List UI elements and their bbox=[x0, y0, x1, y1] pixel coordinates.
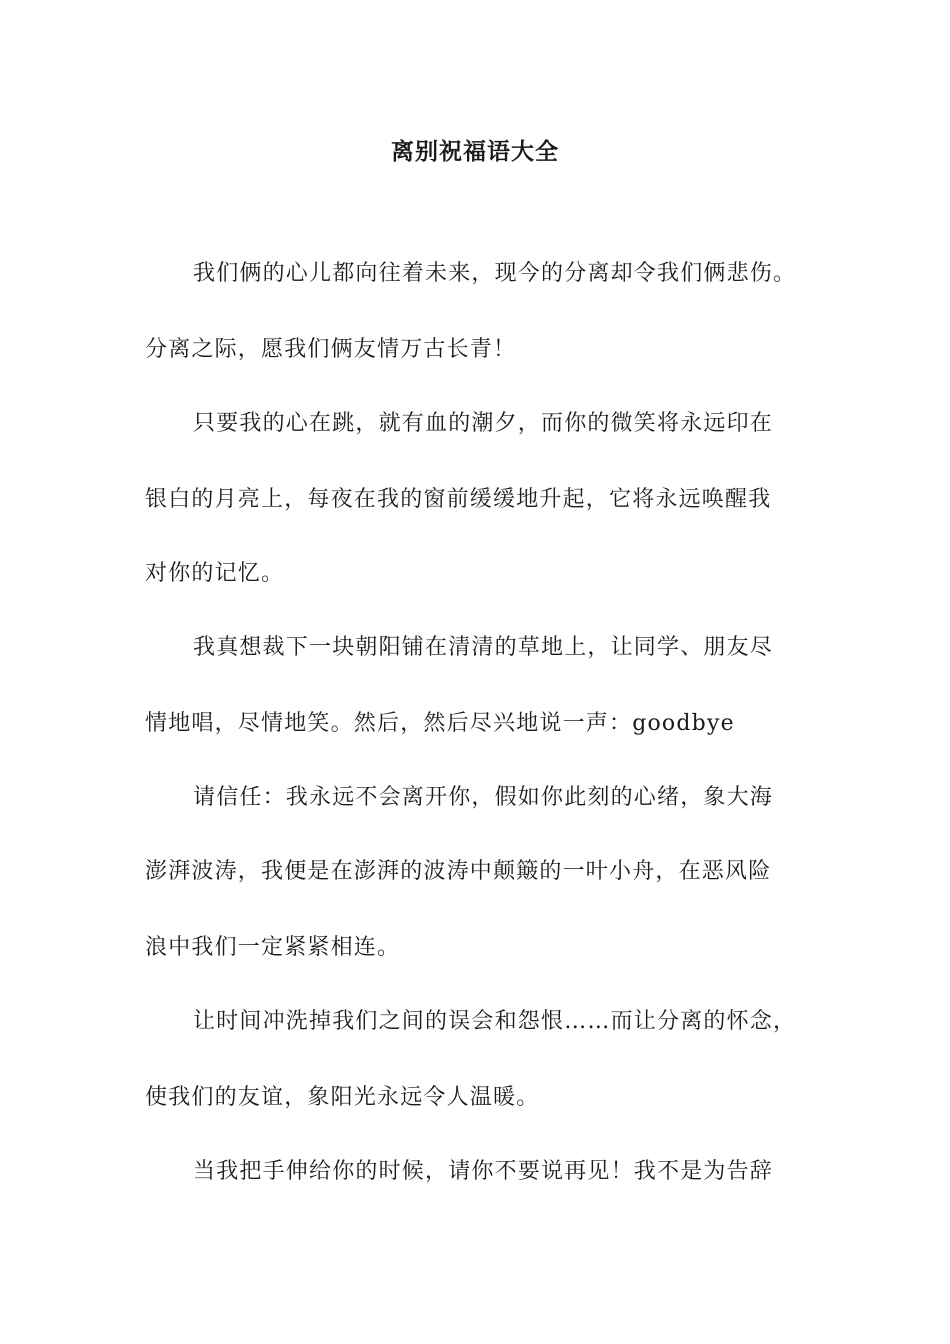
paragraph-line: 让时间冲洗掉我们之间的误会和怨恨……而让分离的怀念， bbox=[193, 1009, 797, 1034]
paragraph-line: 我真想裁下一块朝阳铺在清清的草地上，让同学、朋友尽 bbox=[193, 635, 774, 660]
paragraph-line: 浪中我们一定紧紧相连。 bbox=[145, 935, 401, 960]
paragraph-line: 情地唱，尽情地笑。然后，然后尽兴地说一声：goodbye bbox=[145, 711, 735, 736]
paragraph-line: 我们俩的心儿都向往着未来，现今的分离却令我们俩悲伤。 bbox=[193, 261, 797, 286]
paragraph-line: 分离之际，愿我们俩友情万古长青！ bbox=[145, 337, 517, 362]
paragraph-line: 当我把手伸给你的时候，请你不要说再见！我不是为告辞 bbox=[193, 1159, 774, 1184]
paragraph-line: 请信任：我永远不会离开你，假如你此刻的心绪，象大海 bbox=[193, 785, 774, 810]
document-title: 离别祝福语大全 bbox=[391, 138, 559, 165]
paragraph-line: 银白的月亮上，每夜在我的窗前缓缓地升起，它将永远唤醒我 bbox=[145, 487, 772, 512]
paragraph-line: 澎湃波涛，我便是在澎湃的波涛中颠簸的一叶小舟，在恶风险 bbox=[145, 859, 772, 884]
paragraph-line: 对你的记忆。 bbox=[145, 561, 285, 586]
paragraph-line: 只要我的心在跳，就有血的潮夕，而你的微笑将永远印在 bbox=[193, 411, 774, 436]
paragraph-line: 使我们的友谊，象阳光永远令人温暖。 bbox=[145, 1085, 540, 1110]
